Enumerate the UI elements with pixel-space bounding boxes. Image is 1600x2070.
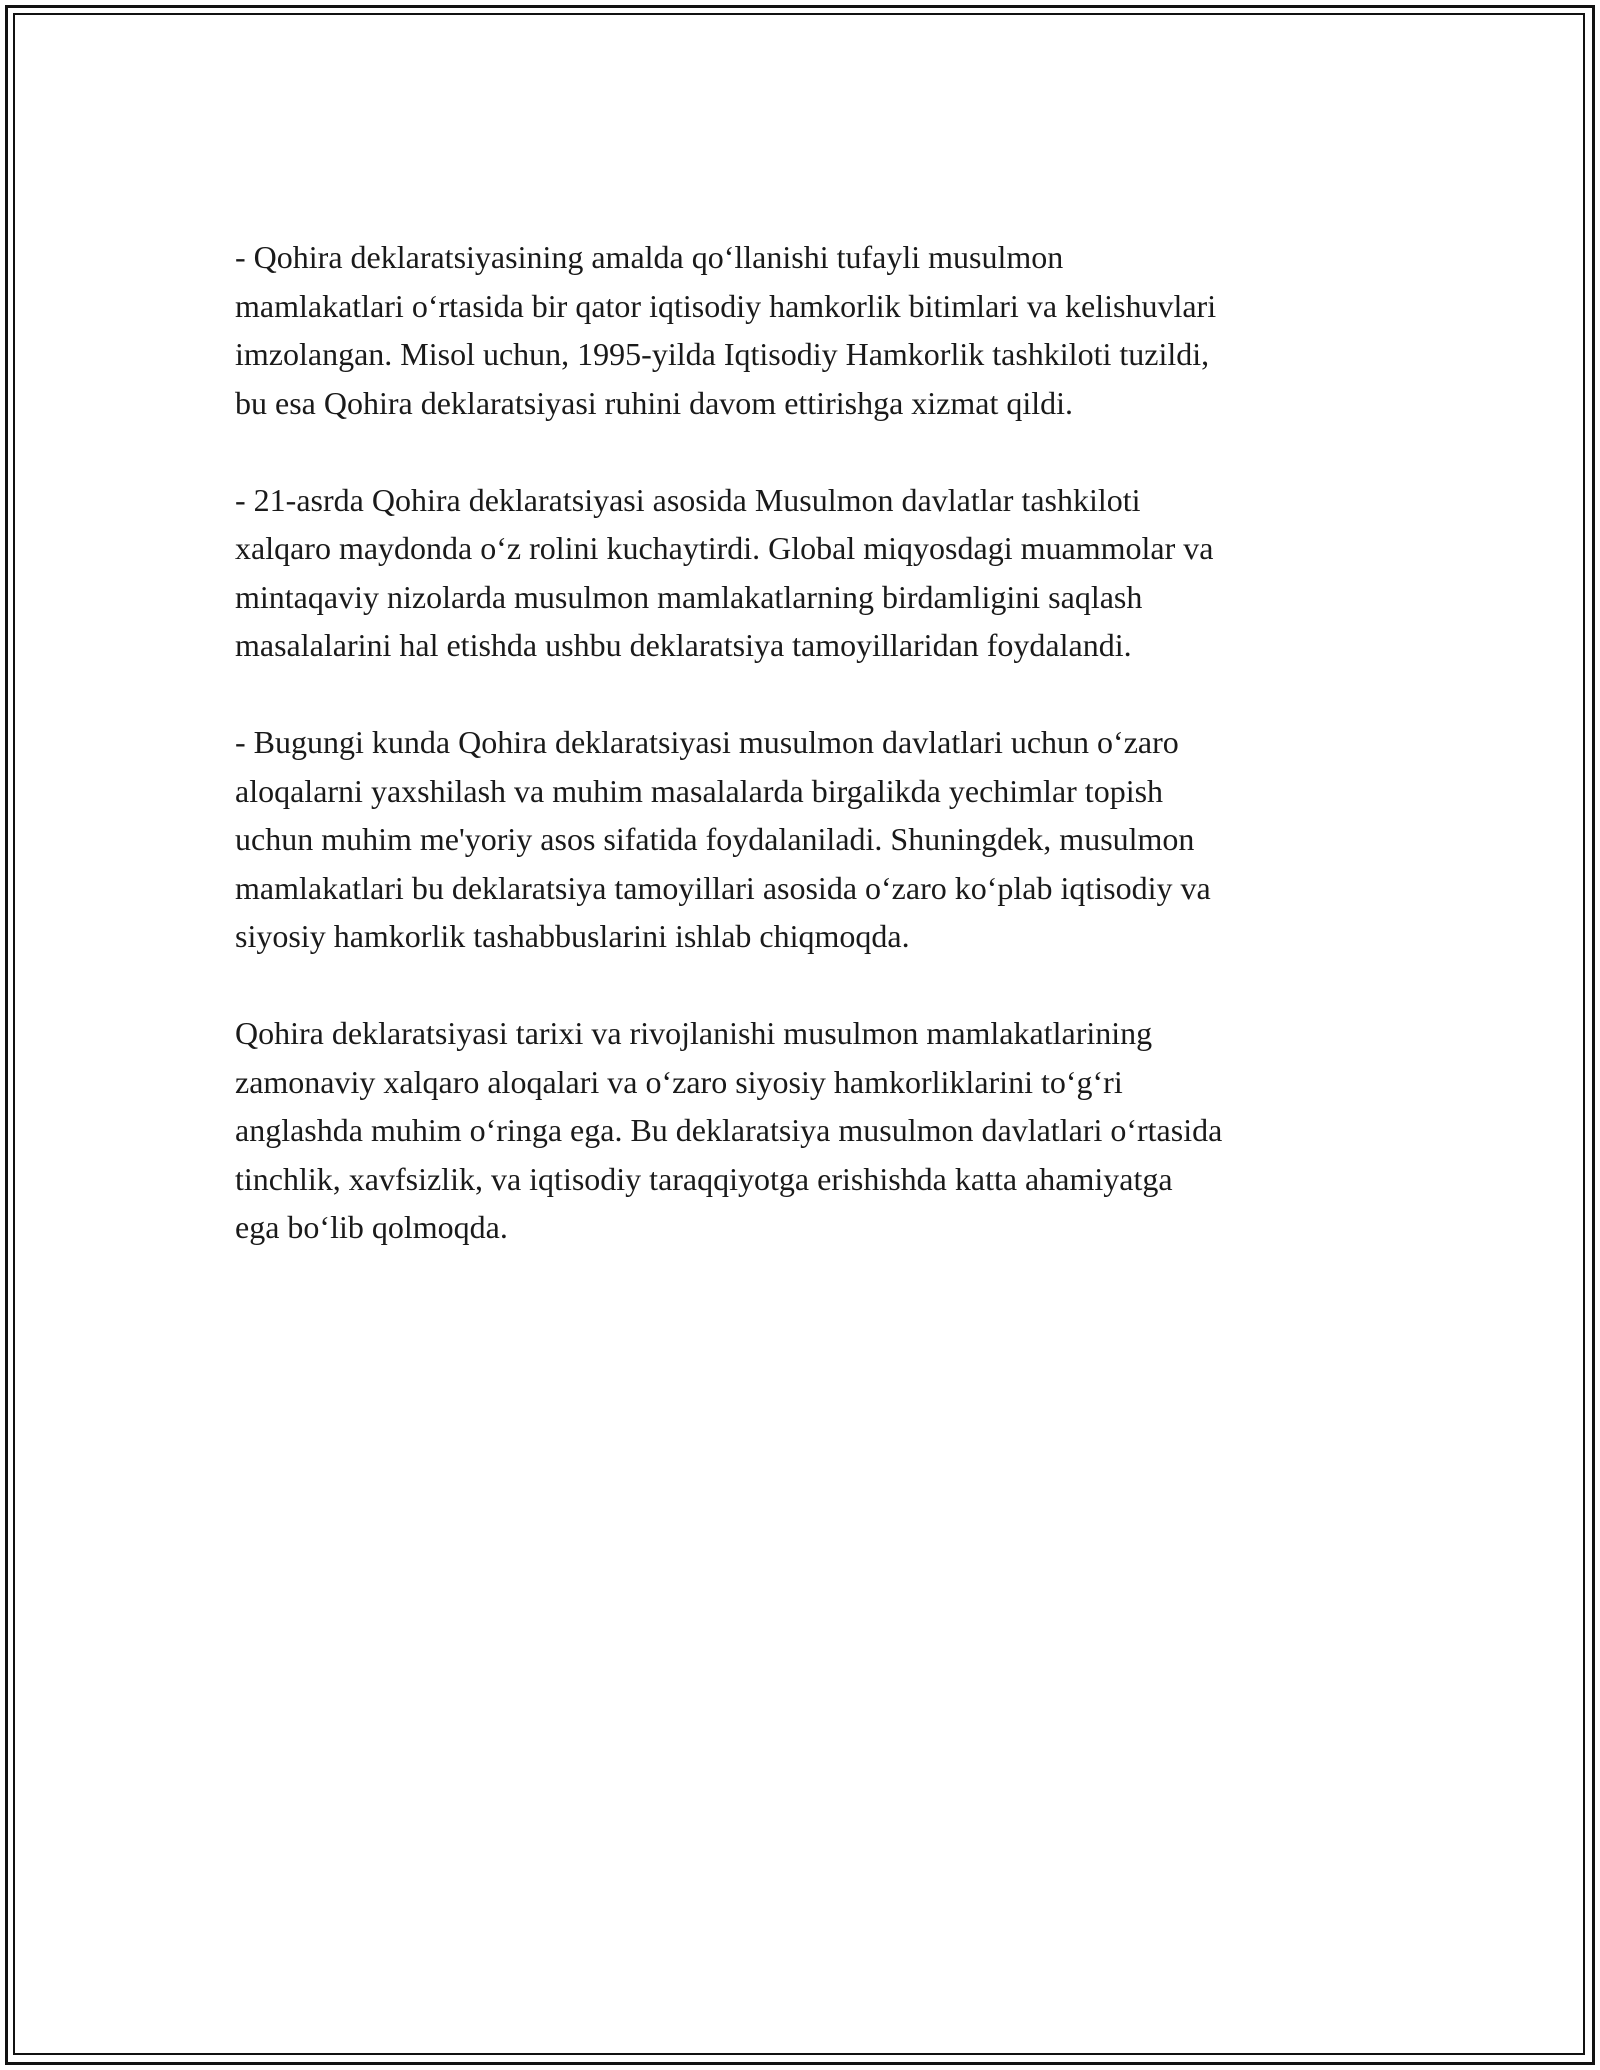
paragraph-conclusion: Qohira deklaratsiyasi tarixi va rivojlanishi musulmon mamlakatlarining zamonaviy xalqaro aloqalari va o‘zaro siyosiy hamkorliklarini to‘g‘ri anglashda muhim o‘ringa ega. Bu deklaratsiya musulmon davlatlari o‘rtasida tinchlik, xavfsizlik, va iqtisodiy taraqqiyotga erishishda katta ahamiyatga ega bo‘lib qolmoqda. bbox=[235, 1015, 1223, 1245]
paragraph-21st-century: - 21-asrda Qohira deklaratsiyasi asosida Musulmon davlatlar tashkiloti xalqaro maydonda o‘z rolini kuchaytirdi. Global miqyosdagi muammolar va mintaqaviy nizolarda musulmon mamlakatlarning birdamligini saqlash masalalarini hal etishda ushbu deklaratsiya tamoyillaridan foydalandi. bbox=[235, 481, 1214, 663]
document-body bbox=[235, 233, 1395, 1252]
paragraph-today: - Bugungi kunda Qohira deklaratsiyasi musulmon davlatlari uchun o‘zaro aloqalarni yaxshilash va muhim masalalarda birgalikda yechimlar topish uchun muhim me'yoriy asos sifatida foydalaniladi. Shuningdek, musulmon mamlakatlari bu deklaratsiya tamoyillari asosida o‘zaro ko‘plab iqtisodiy va siyosiy hamkorlik tashabbuslarini ishlab chiqmoqda. bbox=[235, 724, 1211, 954]
paragraph-economic-cooperation: - Qohira deklaratsiyasining amalda qo‘llanishi tufayli musulmon mamlakatlari o‘rtasida bir qator iqtisodiy hamkorlik bitimlari va kelishuvlari imzolangan. Misol uchun, 1995-yilda Iqtisodiy Hamkorlik tashkiloti tuzildi, bu esa Qohira deklaratsiyasi ruhini davom ettirishga xizmat qildi. bbox=[235, 239, 1217, 421]
